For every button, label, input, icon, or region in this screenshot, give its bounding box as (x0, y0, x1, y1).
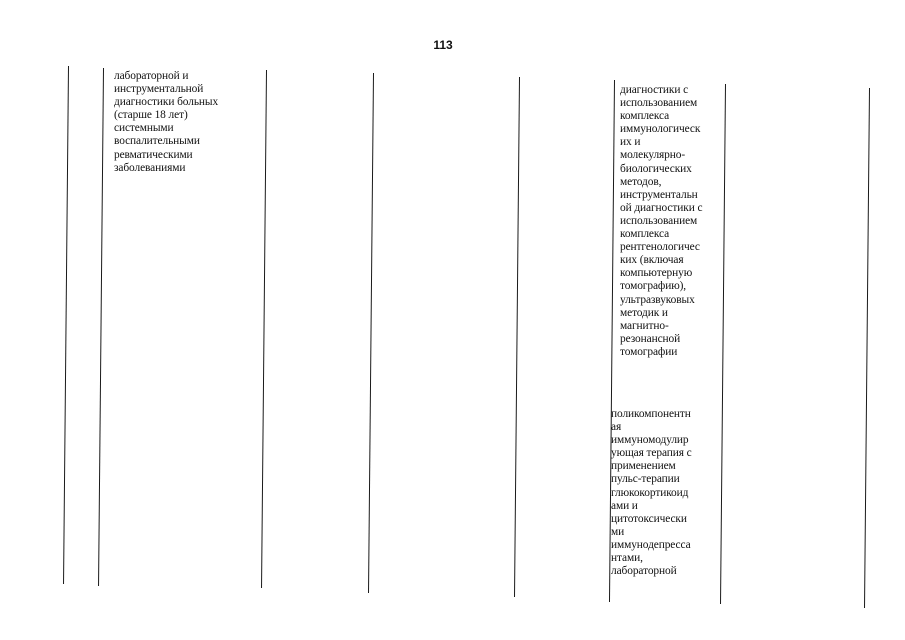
table-rule-5 (514, 77, 520, 597)
table-rule-1 (63, 66, 69, 584)
table-rule-4 (368, 73, 374, 593)
table-cell-col6-bottom: поликомпонентн ая иммуномодулир ующая терапия с применением пульс-терапии глюкокортикоид ами и цитотоксически ми иммунодепресса нтами, лабораторной (611, 408, 692, 578)
table-rule-2 (98, 68, 104, 586)
table-cell-col6-top: диагностики с использованием комплекса иммунологическ их и молекулярно- биологических методов, инструментальн ой диагностики с использованием комплекса рентгенологичес ких (включая компьютерную томографию), ультразвуковых методик и магнитно- резонансной томографии (620, 84, 703, 358)
table-cell-col1: лабораторной и инструментальной диагностики больных (старше 18 лет) системными воспалительными ревматическими заболеваниями (114, 70, 219, 174)
table-rule-8 (864, 88, 870, 608)
page-number: 113 (433, 38, 453, 52)
